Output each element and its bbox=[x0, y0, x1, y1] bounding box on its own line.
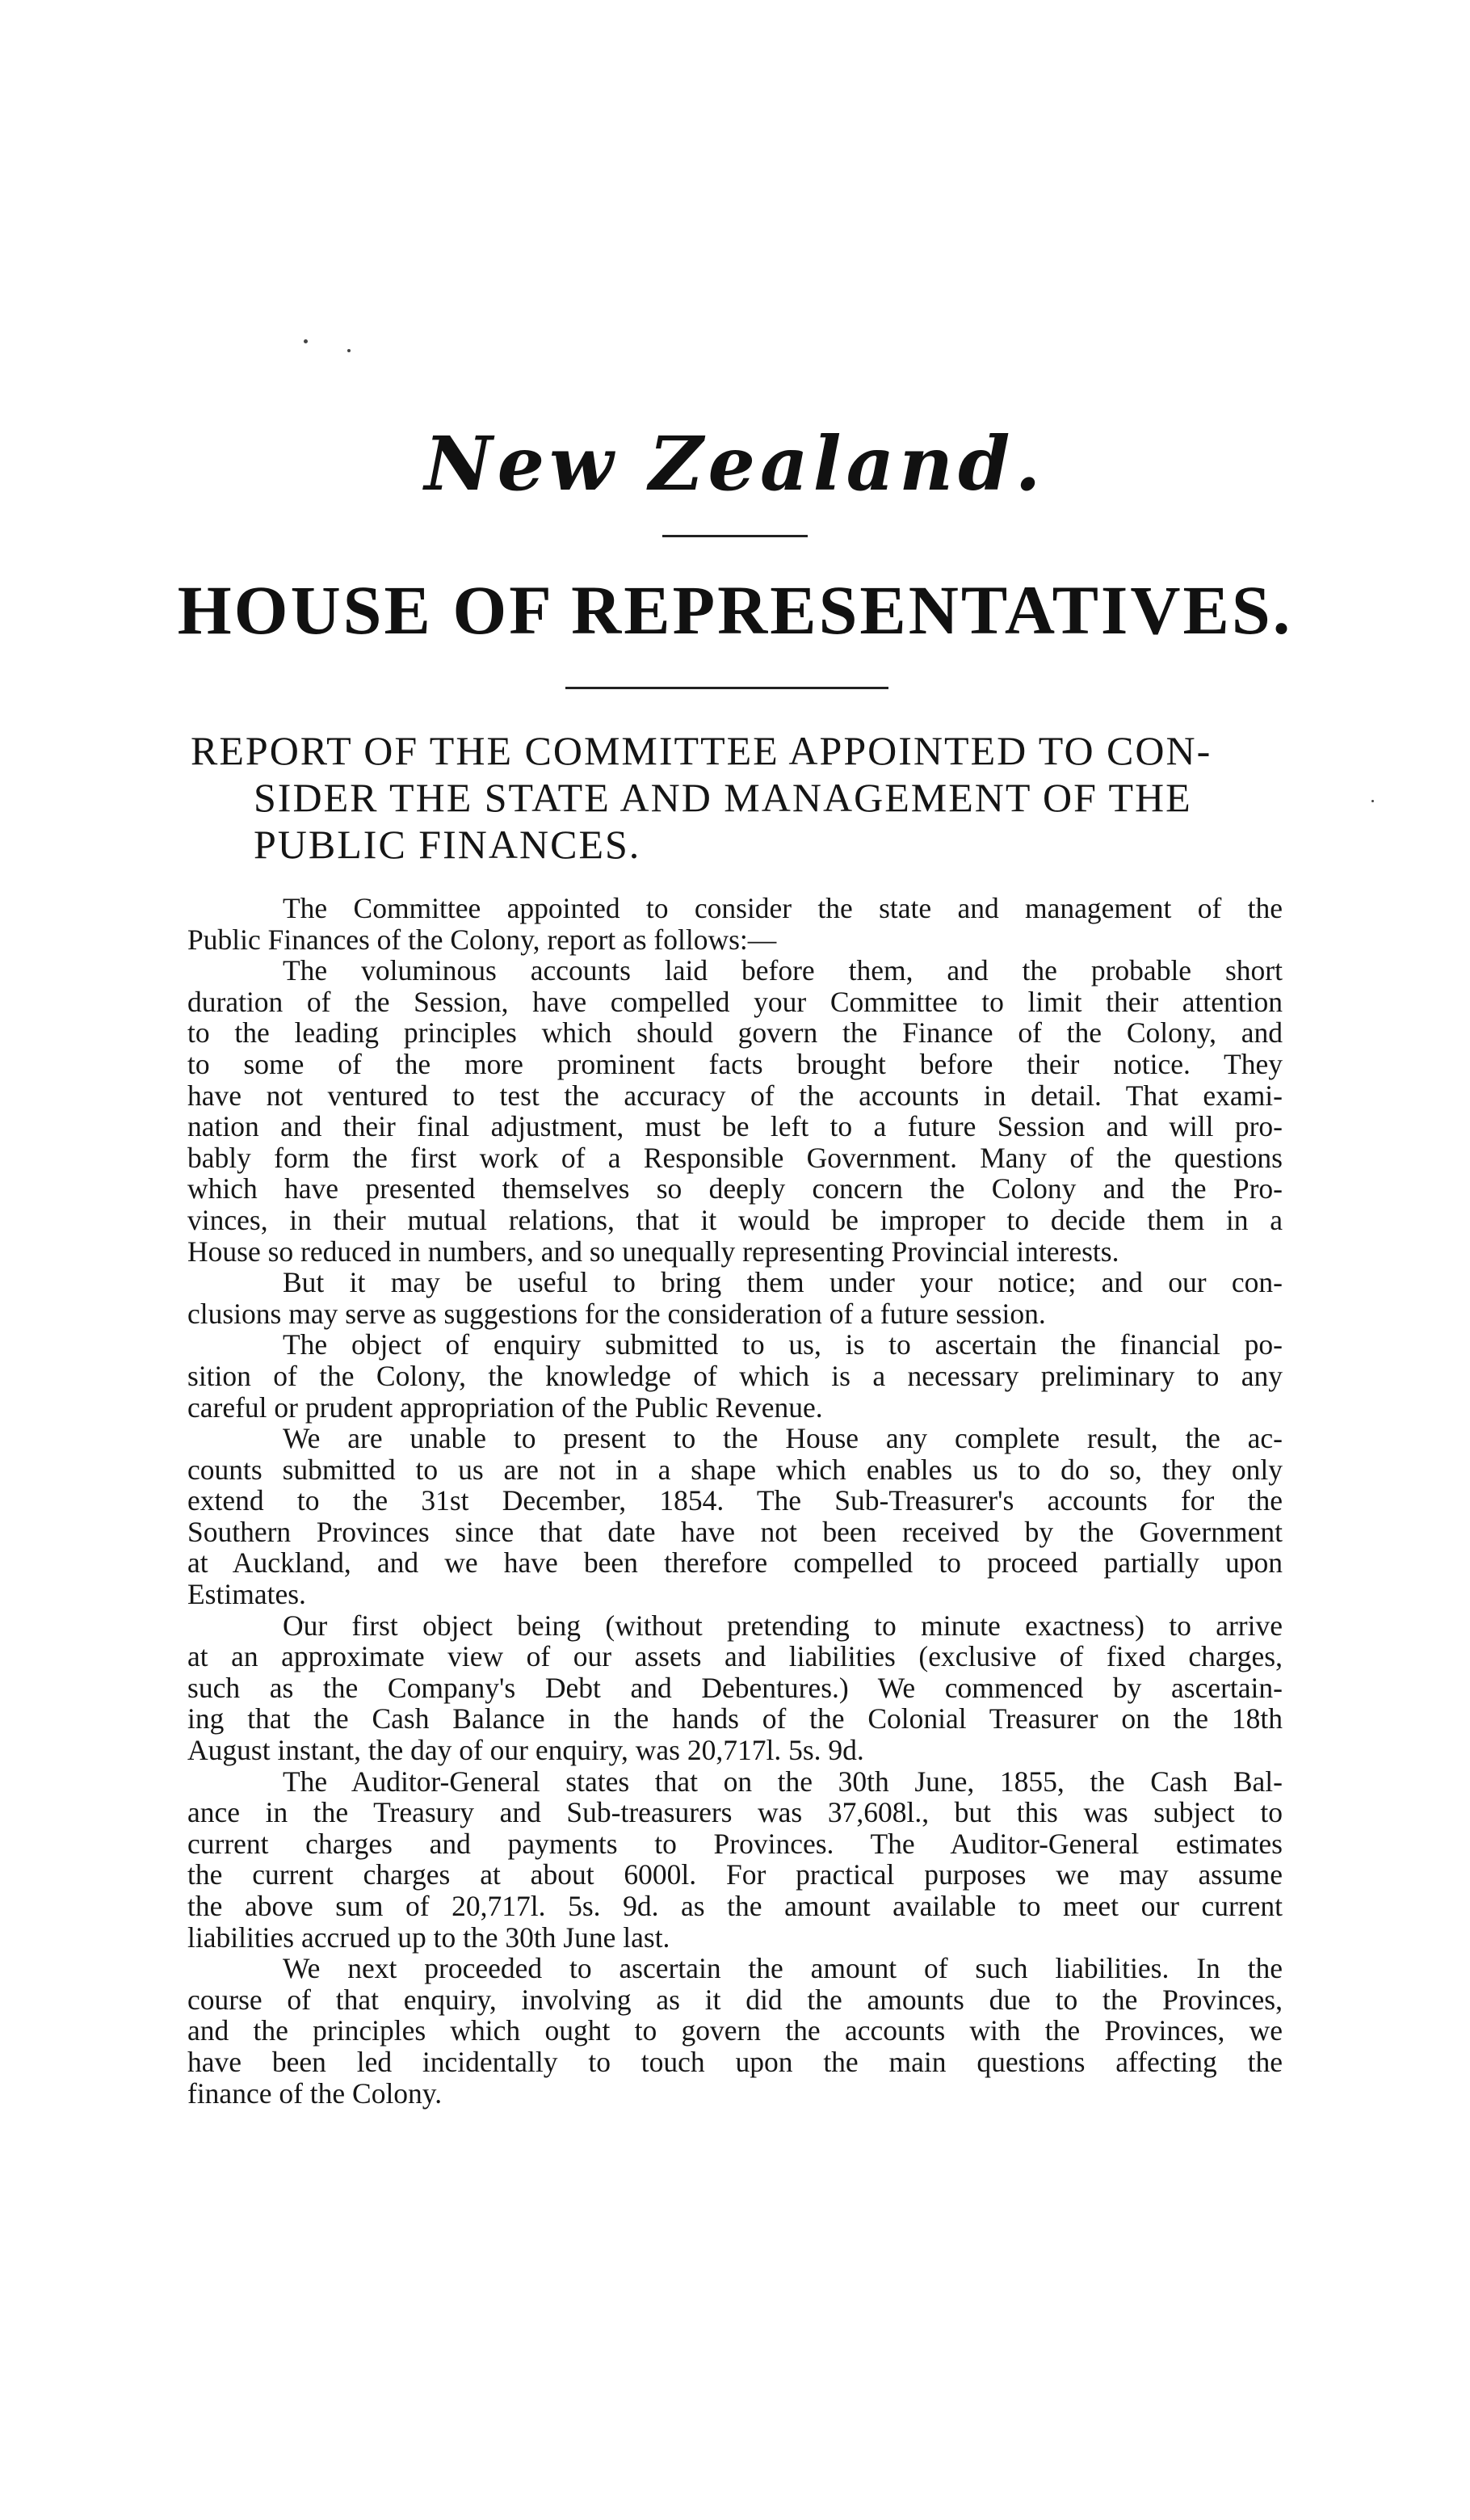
body-line: extend to the 31st December, 1854. The Sub-Treasurer's accounts for the bbox=[187, 1484, 1283, 1517]
house-heading: HOUSE OF REPRESENTATIVES. bbox=[177, 571, 1293, 649]
body-line: Public Finances of the Colony, report as follows:— bbox=[187, 923, 777, 956]
body-line: have been led incidentally to touch upon the main questions affecting the bbox=[187, 2045, 1283, 2078]
body-line: nation and their final adjustment, must be left to a future Session and will pro- bbox=[187, 1110, 1283, 1143]
body-line: the current charges at about 6000l. For practical purposes we may assume bbox=[187, 1858, 1283, 1891]
report-title-line: REPORT OF THE COMMITTEE APPOINTED TO CON- bbox=[191, 728, 1212, 773]
body-line: course of that enquiry, involving as it did the amounts due to the Provinces, bbox=[187, 1983, 1283, 2016]
scan-speck bbox=[1371, 800, 1374, 802]
report-body bbox=[187, 893, 1283, 2109]
report-title-line: SIDER THE STATE AND MANAGEMENT OF THE bbox=[254, 775, 1192, 820]
body-line: vinces, in their mutual relations, that it would be improper to decide them in a bbox=[187, 1203, 1283, 1236]
body-line: We are unable to present to the House any complete result, the ac- bbox=[283, 1422, 1283, 1455]
body-line: ing that the Cash Balance in the hands of the Colonial Treasurer on the 18th bbox=[187, 1702, 1283, 1735]
colony-heading: New Zealand. bbox=[424, 420, 1046, 507]
body-line: bably form the first work of a Responsible Government. Many of the questions bbox=[187, 1141, 1283, 1174]
body-line: The voluminous accounts laid before them, and the probable short bbox=[283, 954, 1283, 987]
body-line: August instant, the day of our enquiry, was 20,717l. 5s. 9d. bbox=[187, 1734, 864, 1767]
body-line: the above sum of 20,717l. 5s. 9d. as the amount available to meet our current bbox=[187, 1890, 1283, 1922]
body-line: current charges and payments to Provinces. The Auditor-General estimates bbox=[187, 1827, 1283, 1860]
body-line: which have presented themselves so deeply concern the Colony and the Pro- bbox=[187, 1172, 1283, 1205]
body-line: The Auditor-General states that on the 30th June, 1855, the Cash Bal- bbox=[283, 1765, 1283, 1798]
scan-speck bbox=[347, 349, 351, 352]
body-line: to the leading principles which should govern the Finance of the Colony, and bbox=[187, 1016, 1283, 1050]
body-line: We next proceeded to ascertain the amount of such liabilities. In the bbox=[283, 1952, 1283, 1985]
body-line: Estimates. bbox=[187, 1578, 306, 1611]
body-line: But it may be useful to bring them under your notice; and our con- bbox=[283, 1266, 1283, 1299]
body-line: at Auckland, and we have been therefore compelled to proceed partially upon bbox=[187, 1546, 1283, 1580]
body-line: at an approximate view of our assets and liabilities (exclusive of fixed charges, bbox=[187, 1640, 1283, 1673]
body-line: The object of enquiry submitted to us, is to ascertain the financial po- bbox=[283, 1328, 1283, 1361]
body-line: and the principles which ought to govern the accounts with the Provinces, we bbox=[187, 2014, 1283, 2047]
divider-rule bbox=[662, 535, 808, 537]
body-line: to some of the more prominent facts brought before their notice. They bbox=[187, 1047, 1283, 1080]
body-line: careful or prudent appropriation of the Public Revenue. bbox=[187, 1390, 823, 1424]
body-line: have not ventured to test the accuracy of the accounts in detail. That exami- bbox=[187, 1079, 1283, 1112]
report-title-line: PUBLIC FINANCES. bbox=[254, 822, 641, 867]
body-line: Southern Provinces since that date have not been received by the Government bbox=[187, 1515, 1283, 1548]
body-line: ance in the Treasury and Sub-treasurers was 37,608l., but this was subject to bbox=[187, 1796, 1283, 1829]
body-line: counts submitted to us are not in a shape which enables us to do so, they only bbox=[187, 1453, 1283, 1486]
divider-rule bbox=[565, 687, 888, 689]
body-line: clusions may serve as suggestions for the consideration of a future session. bbox=[187, 1297, 1046, 1330]
body-line: finance of the Colony. bbox=[187, 2076, 443, 2110]
body-line: liabilities accrued up to the 30th June last. bbox=[187, 1921, 670, 1954]
body-line: duration of the Session, have compelled your Committee to limit their attention bbox=[187, 985, 1283, 1018]
scan-speck bbox=[304, 339, 308, 343]
body-line: House so reduced in numbers, and so unequally representing Provincial interests. bbox=[187, 1235, 1119, 1268]
body-line: The Committee appointed to consider the state and management of the bbox=[283, 892, 1283, 924]
body-line: such as the Company's Debt and Debentures.) We commenced by ascertain- bbox=[187, 1671, 1283, 1704]
body-line: sition of the Colony, the knowledge of which is a necessary preliminary to any bbox=[187, 1359, 1283, 1392]
report-title bbox=[191, 727, 1281, 868]
body-line: Our first object being (without pretending to minute exactness) to arrive bbox=[283, 1609, 1283, 1642]
